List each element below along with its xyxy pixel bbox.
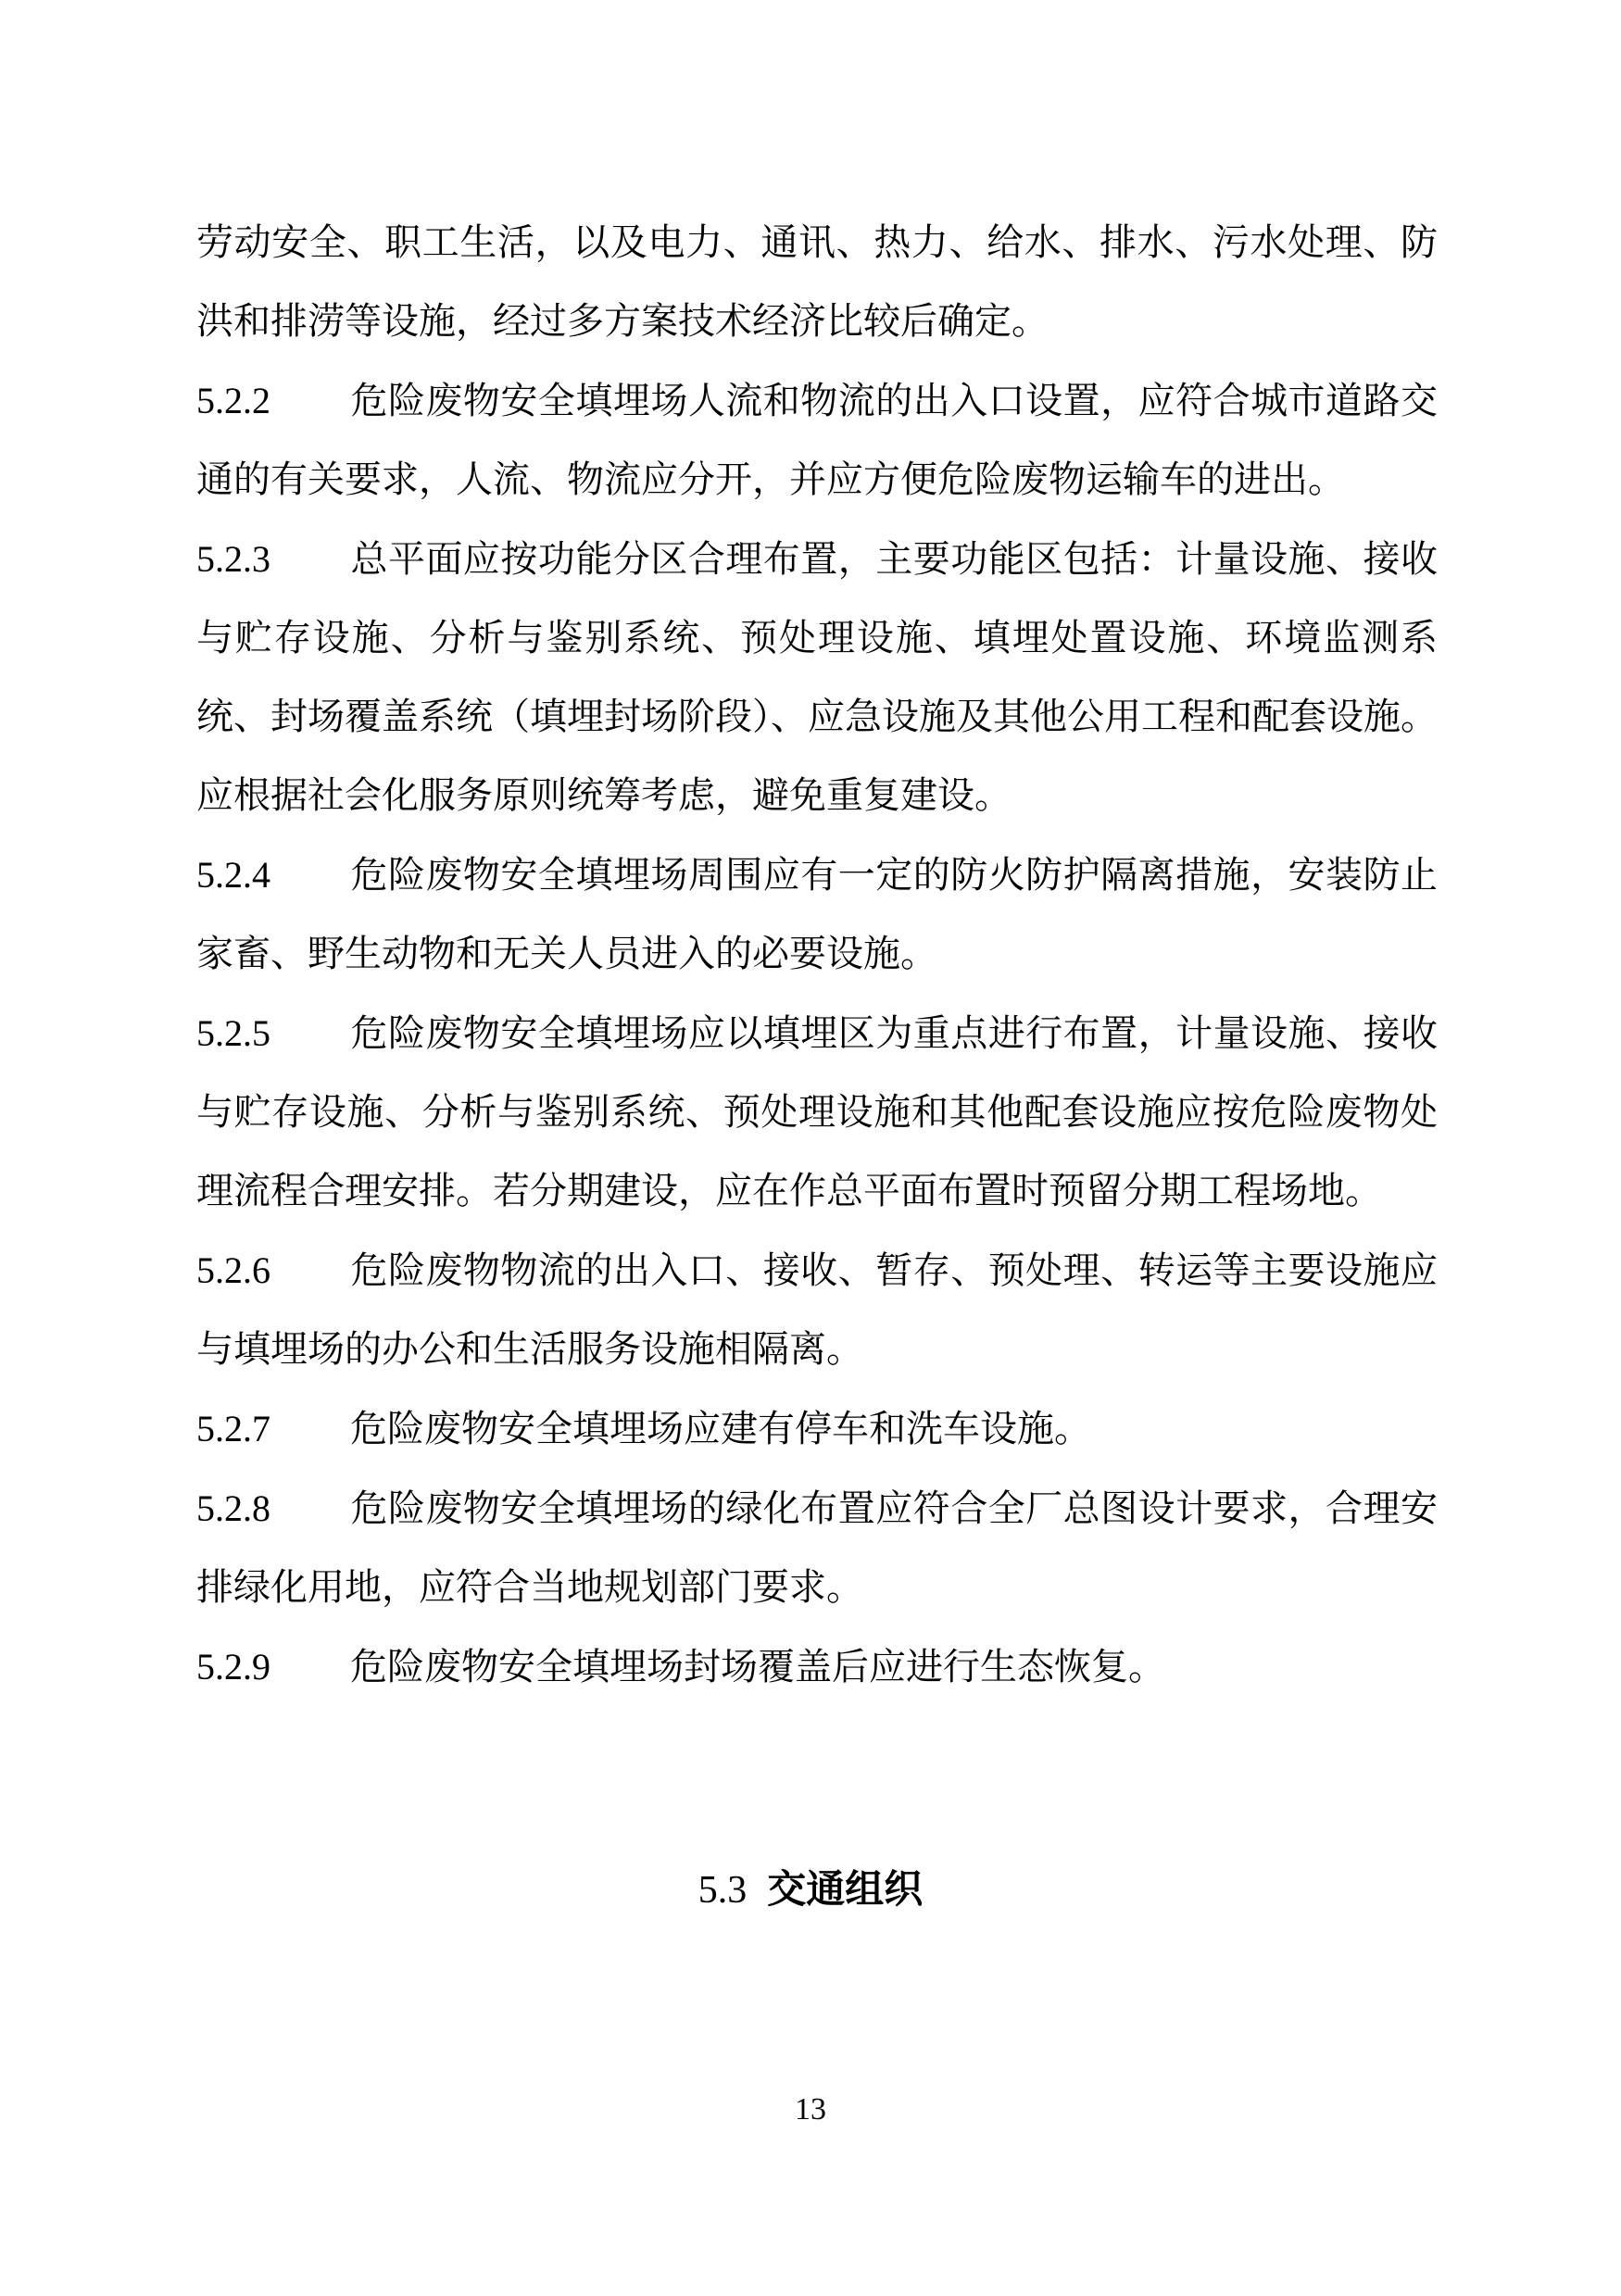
clause-number: 5.2.2 <box>196 380 270 421</box>
clause-text: 危险废物安全填埋场周围应有一定的防火防护隔离措施，安装防止家畜、野生动物和无关人员进入的必要设施。 <box>196 854 1438 975</box>
clause-5-2-8 <box>196 1469 1438 1627</box>
page-number: 13 <box>795 2092 826 2127</box>
clause-number: 5.2.4 <box>196 854 270 896</box>
clause-5-2-7 <box>196 1389 1438 1469</box>
clause-5-2-6 <box>196 1231 1438 1389</box>
clause-number: 5.2.8 <box>196 1487 270 1529</box>
clause-5-2-5 <box>196 994 1438 1231</box>
body-text <box>196 204 1438 1707</box>
clause-text: 危险废物安全填埋场封场覆盖后应进行生态恢复。 <box>350 1646 1165 1688</box>
clause-5-2-4 <box>196 835 1438 994</box>
clause-5-2-2 <box>196 361 1438 520</box>
clause-text: 危险废物安全填埋场人流和物流的出入口设置，应符合城市道路交通的有关要求，人流、物流应分开，并应方便危险废物运输车的进出。 <box>196 380 1438 501</box>
section-heading <box>0 1862 1621 1918</box>
clause-5-2-9 <box>196 1627 1438 1707</box>
clause-number: 5.2.9 <box>196 1646 270 1687</box>
clause-5-2-3 <box>196 520 1438 835</box>
clause-number: 5.2.5 <box>196 1012 270 1054</box>
clause-text: 危险废物安全填埋场应建有停车和洗车设施。 <box>350 1408 1091 1450</box>
clause-text: 危险废物物流的出入口、接收、暂存、预处理、转运等主要设施应与填埋场的办公和生活服务设施相隔离。 <box>196 1249 1438 1371</box>
clause-number: 5.2.7 <box>196 1408 270 1449</box>
clause-number: 5.2.3 <box>196 538 270 580</box>
section-number: 5.3 <box>697 1869 748 1912</box>
clause-text: 危险废物安全填埋场的绿化布置应符合全厂总图设计要求，合理安排绿化用地，应符合当地规划部门要求。 <box>196 1487 1438 1609</box>
continuation-paragraph: 劳动安全、职工生活，以及电力、通讯、热力、给水、排水、污水处理、防洪和排涝等设施，经过多方案技术经济比较后确定。 <box>196 221 1438 343</box>
clause-number: 5.2.6 <box>196 1249 270 1291</box>
clause-text: 危险废物安全填埋场应以填埋区为重点进行布置，计量设施、接收与贮存设施、分析与鉴别系统、预处理设施和其他配套设施应按危险废物处理流程合理安排。若分期建设，应在作总平面布置时预留分期工程场地。 <box>196 1012 1438 1212</box>
section-title: 交通组织 <box>767 1866 924 1912</box>
clause-text: 总平面应按功能分区合理布置，主要功能区包括：计量设施、接收与贮存设施、分析与鉴别系统、预处理设施、填埋处置设施、环境监测系统、封场覆盖系统（填埋封场阶段）、应急设施及其他公用工程和配套设施。应根据社会化服务原则统筹考虑，避免重复建设。 <box>196 538 1438 817</box>
